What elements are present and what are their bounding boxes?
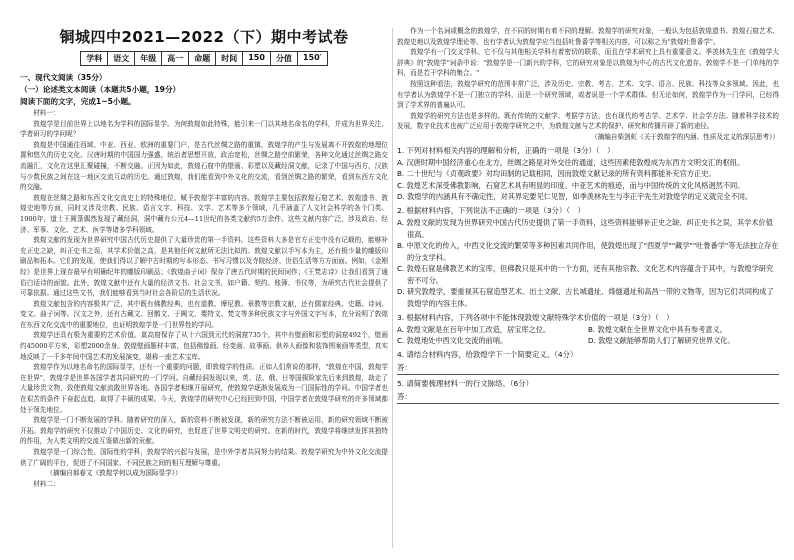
exam-title: 铜城四中2021—2022（下）期中考试卷	[59, 28, 349, 46]
question-5: 5. 请简要梳理材料一的行文脉络。（6分）	[397, 378, 534, 388]
info-cell: 命题	[188, 51, 215, 66]
passage-paragraph: 敦煌学作为以地名命名的国际显学，还有一个重要的问题，即敦煌学的性质。正如人们常说的那样，"敦煌在中国，敦煌学在世界"，敦煌学是世界各国学者共同研究的一门学问。自藏经洞发现以来，英、法、俄、日等国探险家先后来到敦煌，劫走了大量珍贵文物，致使敦煌文献流散世界各地。各国学者相继开展研究，使敦煌学逐渐发展成为一门国际性的学问。中国学者也在艰苦的条件下奋起直追，取得了丰硕的成果。今天，敦煌学的研究中心已经回到中国，中国学者在敦煌学研究的许多领域都处于领先地位。	[20, 363, 388, 414]
q1-option-b: B. 二十世纪与《贞观政要》对均田制的记载相同，因而敦煌文献记录的所有资料都能补充官方正史。	[397, 169, 716, 179]
info-cell: 时间	[215, 51, 242, 66]
info-cell: 学科	[80, 51, 107, 66]
q3-option-a: A. 敦煌文献是在百年中加工改造，居宝库之位。	[397, 324, 551, 334]
q2-option-c: C. 敦煌石窟是佛教艺术的宝库，但佛教只是其中的一个方面，还有其他宗教、文化艺术内容蕴含于其中，与敦煌学研究密不可分。	[397, 264, 774, 285]
info-cell: 分值	[270, 51, 297, 66]
column-divider	[392, 28, 393, 548]
section-heading: 一、现代文阅读（35分）	[20, 73, 107, 82]
passage-paragraph: 按照这种看法，敦煌学研究的范围非常广泛，涉及历史、宗教、考古、艺术、文学、语言、民族、科技等众多领域。因此，也有学者认为敦煌学不是一门独立的学科，而是一个研究领域，或者说是一个学术群体。但无论如何，敦煌学作为一门学问，已经得到了学术界的普遍认可。	[397, 79, 779, 110]
passage-paragraph: 敦煌学有一门交叉学科。它不仅与其他相关学科有着密切的联系，而且在学术研究上具有重要意义。季羡林先生在《敦煌学大辞典》的"敦煌学"词条中说："敦煌学是一门新兴的学科，它的研究对象是以敦煌为中心的古代文化遗存。敦煌学不是一门单纯的学科，而是若干学科的集合。"	[397, 48, 779, 78]
passage-paragraph: 敦煌在丝绸之路和东西文化交流史上的特殊地位，赋予敦煌学丰富的内容。敦煌学主要包括敦煌石窟艺术、敦煌遗书、敦煌史地等方面，同时又涉及宗教、民族、语言文字、科技、文学、艺术等多个领域，几乎涵盖了人文社会科学的各个门类。1900年，道士王圆箓偶然发现了藏经洞，洞中藏有公元4—11世纪的各类文献约5万余件。这些文献内容广泛，涉及政治、经济、军事、文化、艺术、医学等诸多学科领域。	[20, 193, 388, 234]
q1-option-a: A. 汉唐时期中国经济重心在北方，丝绸之路是对外交往的通道，这些因素使敦煌成为东西方文明交汇的枢纽。	[397, 157, 745, 167]
passage-paragraph: 敦煌文献包含的内容极其广泛，其中既有佛教经典，也有道教、摩尼教、景教等宗教文献，还有儒家经典、史籍、诗词、变文、曲子词等。汉文之外，还有古藏文、回鹘文、于阗文、粟特文、梵文等多种民族文字与外国文字写本，充分说明了敦煌在东西文化交流中的重要地位，也证明敦煌学是一门世界性的学问。	[20, 299, 388, 329]
question-4: 4. 请结合材料内容，给敦煌学下一个简要定义。（4分）	[397, 349, 578, 359]
q5-answer-line[interactable]: 答：	[397, 391, 779, 404]
q3-option-b: B. 敦煌文献在全世界文化中具有参考意义。	[588, 324, 727, 334]
question-3: 3. 根据材料内容，下列各项中不能体现敦煌文献特殊学术价值的一项是（3分）（ ）	[397, 312, 674, 322]
q2-option-b: B. 中原文化的传入，中西文化交流的繁荣等多种因素共同作用，使敦煌出现了"西夏学""藏学""吐鲁番学"等无法独立存在的分支学科。	[397, 241, 779, 262]
passage-source: （摘编自柴剑虹《关于敦煌学的内涵、性质及定义的深层思考》）	[591, 132, 779, 141]
passage-paragraph: 敦煌文献的发现为世界研究中国古代历史提供了大量珍贵的第一手资料。这些资料大多是官方正史中没有记载的，能够补充正史之缺，纠正史书之误，其学术价值之高，是其他任何文献所无法比拟的。敦煌文献以手写本为主，还有极少量的雕版印刷品和拓本。它们的发现，使我们得以了解中古时期的写本形态、书写习惯以及寺院经济、世俗生活等方方面面。例如，《金刚经》是世界上现存最早有明确纪年的雕版印刷品；《敦煌曲子词》保存了唐五代时期的民间词作；《王梵志诗》让我们看到了通俗白话诗的面貌。此外，敦煌文献中还有大量的经济文书、社会文书，如户籍、契约、账簿、书仪等，为研究古代社会提供了可靠依据。通过这些文书，我们能够看到当时社会各阶层的生活状况。	[20, 236, 388, 298]
q3-option-c: C. 敦煌地处中西文化交流的前哨。	[397, 336, 508, 346]
q2-option-a: A. 敦煌文献的发现为世界研究中国古代历史提供了第一手资料，这些资料能够补正史之缺、纠正史书之误，其学术价值很高。	[397, 217, 773, 239]
info-cell: 语文	[107, 51, 134, 66]
q4-answer-line[interactable]: 答：	[397, 362, 779, 375]
q3-options-row	[397, 335, 779, 347]
q1-option-d: D. 敦煌学的内涵具有不确定性，对其界定要见仁见智，如季羡林先生与李正宇先生对敦煌学的定义就完全不同。	[397, 192, 753, 202]
info-cell: 150′	[297, 51, 328, 66]
q2-option-d: D. 研究敦煌学，要重视其石窟造型艺术、出土文献、古长城遗址、烽燧遗址和高昌一带的文物等，因为它们共同构成了敦煌学的内容主体。	[397, 287, 774, 309]
passage-paragraph: 敦煌学是一门综合性、国际性的学科，敦煌学的兴起与发展，是中外学者共同努力的结果。敦煌学研究为中外文化交流提供了广阔的平台，促进了不同国家、不同民族之间的相互理解与尊重。	[20, 448, 388, 467]
info-cell: 高一	[161, 51, 188, 66]
material-label: 材料二：	[33, 479, 60, 488]
info-cell: 年级	[134, 51, 161, 66]
q1-option-c: C. 敦煌艺术深受佛教影响，石窟艺术具有明显的印度、中亚艺术的痕迹，而与中国传统的文化风格迥然不同。	[397, 180, 745, 190]
passage-paragraph: 敦煌学是一门不断发展的学科。随着研究的深入，新的资料不断被发现，新的研究方法不断被运用，新的研究领域不断被开拓。敦煌学的研究不仅推动了中国历史、文化的研究，也促进了世界文明史的研究。在新的时代，敦煌学将继续发挥其独特的作用，为人类文明的交流互鉴做出新的贡献。	[20, 416, 388, 446]
passage-paragraph: 敦煌学是目前世界上以地名为学科的国际显学。为何敦煌如此特殊，能引来一门以其地名命名的学科，并成为世界关注、学者研习的学问呢？	[20, 119, 388, 139]
question-1: 1. 下列对材料相关内容的理解和分析，正确的一项是（3分）（ ）	[397, 145, 615, 155]
left-column	[20, 26, 388, 554]
passage-paragraph: 作为一个名词或概念的敦煌学，在不同的时期有着不同的理解。敦煌学的研究对象，一般认为包括敦煌遗书、敦煌石窟艺术、敦煌史地以及敦煌学理论等。也有学者认为敦煌学应当包括吐鲁番学等相关内容，可以称之为"敦煌吐鲁番学"。	[397, 27, 779, 46]
q3-option-d: D. 敦煌文献能够帮助人们了解研究世界文化。	[588, 336, 735, 346]
material-label: 材料一：	[33, 109, 60, 117]
passage-paragraph: 敦煌学还具有极为重要的艺术价值。莫高窟保存了从十六国到元代的洞窟735个，其中有壁画和彩塑的洞窟492个，壁画约45000平方米，彩塑2000余身。敦煌壁画题材丰富，包括佛像画、经变画、故事画、供养人画像和装饰图案画等类型，真实地反映了一千多年间中国艺术的发展演变，堪称一座艺术宝库。	[20, 331, 388, 361]
passage-source: （摘编自郝春文《敦煌学何以成为国际显学》）	[46, 469, 182, 478]
info-cell: 150	[242, 51, 270, 66]
exam-info-table	[20, 51, 388, 66]
q3-options-row	[397, 324, 779, 336]
right-column	[397, 26, 779, 554]
subsection-heading: （一）论述类文本阅读（本题共5小题，19分）	[20, 85, 181, 94]
passage-paragraph: 敦煌学的研究方法也是多样的。既有传统的文献学、考据学方法，也有现代的考古学、艺术学、社会学方法。随着科学技术的发展，数字化技术也被广泛应用于敦煌学研究之中，为敦煌文献与艺术的保护、研究和传播开辟了新的途径。	[397, 111, 779, 131]
reading-instruction: 阅读下面的文字，完成1~5小题。	[20, 97, 136, 106]
passage-paragraph: 敦煌是中国通往西域、中亚、西亚、欧洲的重要门户，是古代丝绸之路的重镇，敦煌学的产生与发展离不开敦煌的地理位置和悠久的历史文化。汉唐时期的中国国力强盛，统治者思想开放，政治宽松，丝绸之路空前繁荣，各种文化通过丝绸之路交流融汇，文化在这里汇聚碰撞，不断交融。正因为如此，敦煌石窟中的壁画、彩塑以及藏经洞文献，记录了中国与西方，汉族与少数民族之间在这一地区交流互动的历史。通过敦煌，我们能看到中外文化的交流，看到丝绸之路的繁荣，看到东西方文化的交融。	[20, 140, 388, 192]
question-2: 2. 根据材料内容，下列说法不正确的一项是（3分）（ ）	[397, 205, 585, 215]
